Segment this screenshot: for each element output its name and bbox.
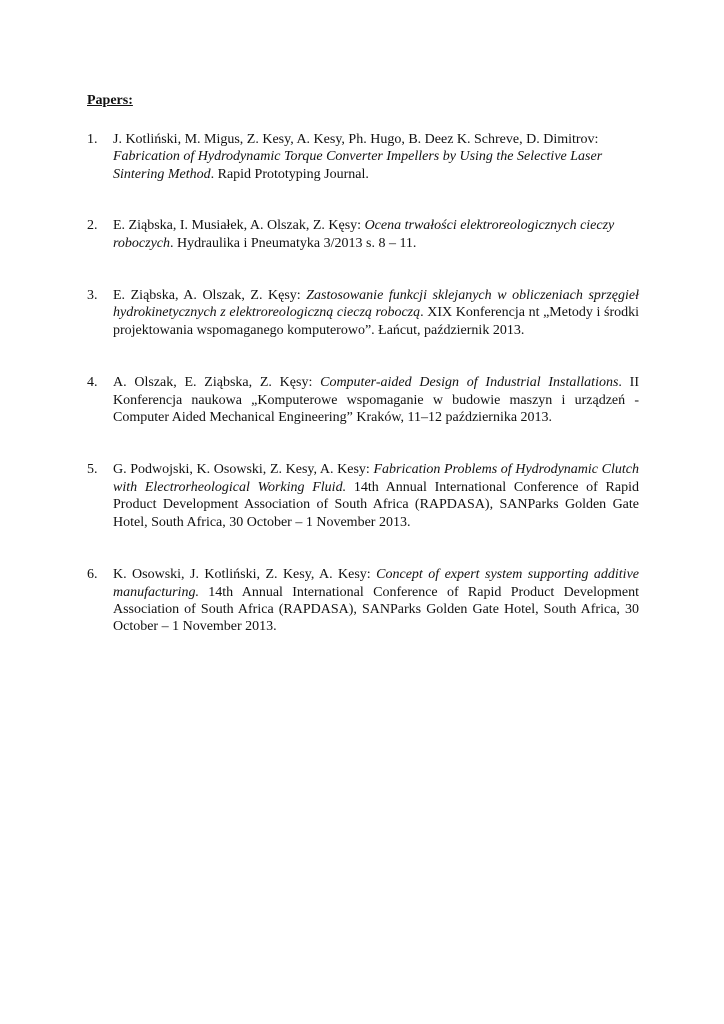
reference-source: 14th Annual International Conference of Rapid Product Development Association of South Africa (RAPDASA), SANParks Golden Gate Hotel, South Africa, 30 October – 1 November 2013. [113, 584, 639, 635]
reference-title: Fabrication Problems of Hydrodynamic Clutch with Electrorheological Working Fluid. [113, 462, 639, 495]
reference-number: 5. [87, 462, 98, 478]
reference-item [87, 131, 639, 183]
reference-item [87, 566, 639, 636]
section-heading: Papers: [87, 93, 133, 108]
reference-item [87, 217, 639, 252]
reference-authors: A. Olszak, E. Ziąbska, Z. Kęsy: [113, 375, 321, 391]
reference-number: 1. [87, 132, 98, 147]
reference-text [113, 131, 639, 183]
reference-item [87, 287, 639, 339]
reference-item [87, 374, 639, 426]
reference-authors: G. Podwojski, K. Osowski, Z. Kesy, A. Kesy: [113, 462, 374, 478]
reference-text [113, 566, 639, 636]
reference-authors: E. Ziąbska, I. Musiałek, A. Olszak, Z. Kęsy: [113, 218, 365, 234]
reference-text [113, 374, 639, 426]
reference-text [113, 287, 639, 339]
reference-number: 2. [87, 218, 98, 234]
reference-authors: J. Kotliński, M. Migus, Z. Kesy, A. Kesy, Ph. Hugo, B. Deez K. Schreve, D. Dimitrov: [113, 132, 599, 147]
reference-number: 4. [87, 375, 98, 391]
reference-number: 3. [87, 288, 98, 304]
reference-source: . XIX Konferencja nt „Metody i środki projektowania wspomaganego komputerowo”. Łańcut, październik 2013. [113, 305, 640, 338]
reference-title: Fabrication of Hydrodynamic Torque Converter Impellers by Using the Selective Laser Sintering Method [113, 149, 603, 182]
reference-list [87, 131, 639, 636]
reference-authors: E. Ziąbska, A. Olszak, Z. Kęsy: [113, 288, 307, 304]
reference-source: 14th Annual International Conference of Rapid Product Development Association of South Africa (RAPDASA), SANParks Golden Gate Hotel, South Africa, 30 October – 1 November 2013. [113, 479, 639, 530]
reference-number: 6. [87, 567, 98, 583]
reference-text [113, 217, 639, 252]
reference-source: . Rapid Prototyping Journal. [210, 166, 369, 182]
reference-authors: K. Osowski, J. Kotliński, Z. Kesy, A. Kesy: [113, 567, 377, 583]
reference-title: Concept of expert system supporting additive manufacturing. [113, 567, 639, 600]
reference-title: Zastosowanie funkcji sklejanych w obliczeniach sprzęgieł hydrokinetycznych z elektroreologiczną cieczą roboczą [113, 288, 639, 321]
reference-source: . II Konferencja naukowa „Komputerowe wspomaganie w budowie maszyn i urządzeń - Computer Aided Mechanical Engineering” Kraków, 11–12 października 2013. [113, 375, 639, 426]
reference-title: Ocena trwałości elektroreologicznych cieczy roboczych [113, 218, 615, 251]
reference-text [113, 461, 639, 531]
reference-item [87, 461, 639, 531]
reference-title: Computer-aided Design of Industrial Installations [320, 375, 619, 391]
reference-source: . Hydraulika i Pneumatyka 3/2013 s. 8 – 11. [170, 235, 417, 251]
